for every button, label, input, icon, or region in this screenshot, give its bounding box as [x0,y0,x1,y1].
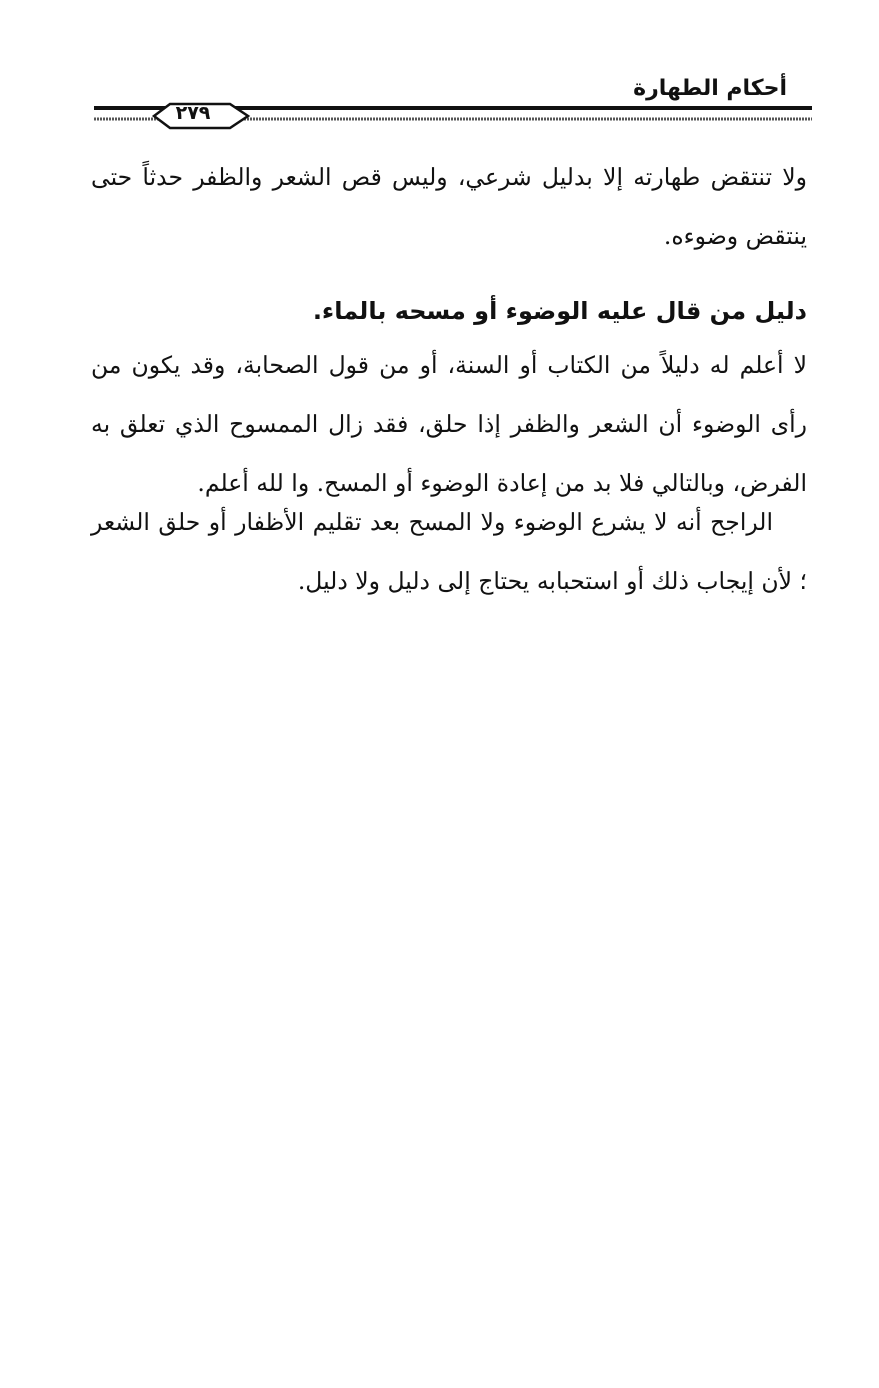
paragraph: لا أعلم له دليلاً من الكتاب أو السنة، أو من قول الصحابة، وقد يكون من رأى الوضوء أن الشعر والظفر إذا حلق، فقد زال الممسوح الذي تعلق به الفرض، وبالتالي فلا بد من إعادة الوضوء أو المسح. وا لله أعلم. [91,351,807,497]
section-heading: دليل من قال عليه الوضوء أو مسحه بالماء. [312,297,807,325]
paragraph: الراجح أنه لا يشرع الوضوء ولا المسح بعد تقليم الأظفار أو حلق الشعر ؛ لأن إيجاب ذلك أو استحبابه يحتاج إلى دليل ولا دليل. [91,508,807,595]
running-title: أحكام الطهارة [633,76,787,101]
paragraph: ولا تنتقض طهارته إلا بدليل شرعي، وليس قص الشعر والظفر حدثاً حتى ينتقض وضوءه. [91,163,807,250]
page-number: ٢٧٩ [175,102,211,124]
